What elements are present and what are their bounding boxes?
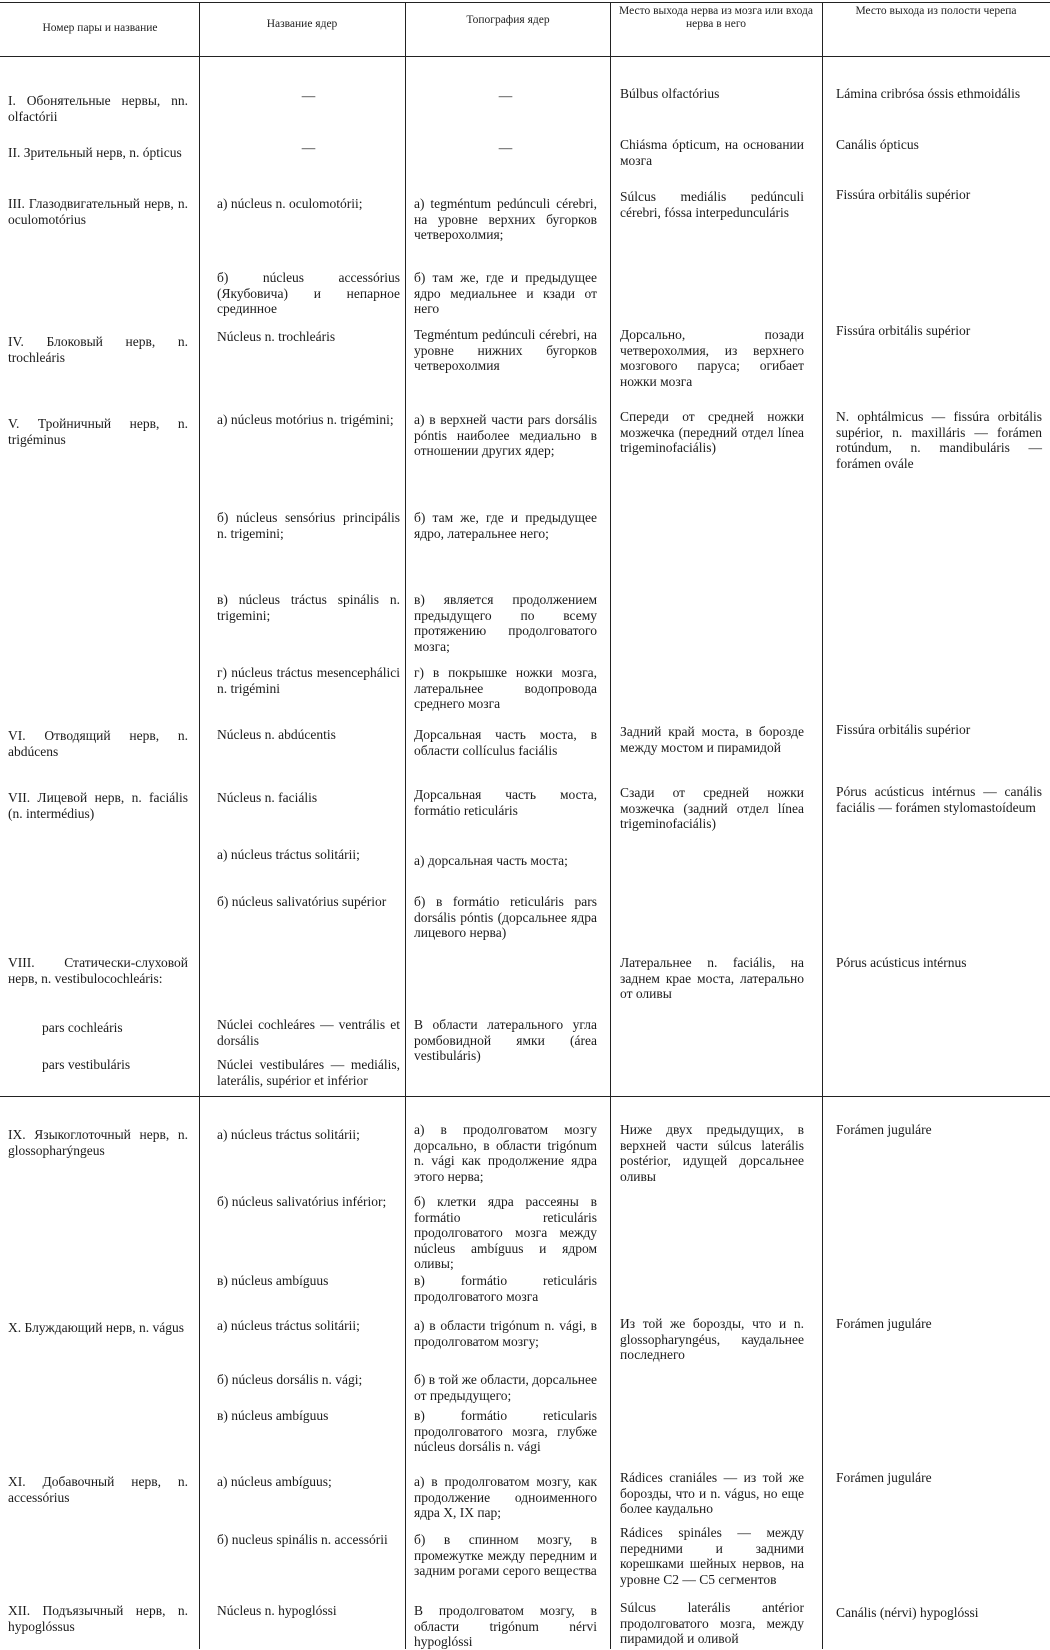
nucleus-topography: — — [498, 140, 513, 155]
nucleus-topography: Tegméntum pedúnculi cérebri, на уровне нижних бугорков четверохолмия — [414, 327, 597, 374]
header-bottom-rule — [0, 56, 1050, 57]
exit-from-skull: Forámen juguláre — [836, 1470, 932, 1485]
nucleus-topography: а) в продолговатом мозгу дорсально, в области trigónum n. vági как продолжение ядра этого нерва; — [414, 1122, 597, 1184]
exit-from-brain: Súlcus laterális antérior продолговатого мозга, между пирамидой и оливой — [620, 1600, 804, 1647]
nucleus-name: в) núcleus ambíguus — [217, 1408, 329, 1423]
nerve-name: XI. Добавочный нерв, n. accessórius — [8, 1474, 188, 1505]
nucleus-topography: а) в продолговатом мозгу, как продолжение одноименного ядра X, IX пар; — [414, 1474, 597, 1521]
nerve-name: I. Обонятельные нервы, nn. olfactórii — [8, 93, 188, 124]
exit-from-skull: Lámina cribrósa óssis ethmoidális — [836, 86, 1021, 101]
nucleus-name: а) núcleus tráctus solitárii; — [217, 847, 360, 862]
exit-from-skull: Canális ópticus — [836, 137, 919, 152]
nucleus-topography: а) дорсальная часть моста; — [414, 853, 568, 868]
exit-from-skull: Fissúra orbitális supérior — [836, 187, 971, 202]
nerve-name: IX. Языкоглоточный нерв, n. glossopharýngeus — [8, 1127, 188, 1158]
nerve-name: XII. Подъязычный нерв, n. hypoglóssus — [8, 1603, 188, 1634]
exit-from-brain: Сзади от средней ножки мозжечка (задний отдел línea trigeminofaciális) — [620, 785, 804, 832]
nerve-name: III. Глазодвигательный нерв, n. oculomotórius — [8, 196, 188, 227]
nucleus-name: Núclei cochleáres — ventrális et dorsális — [217, 1017, 400, 1048]
nucleus-name: Núcleus n. hypoglóssi — [217, 1603, 337, 1618]
nucleus-name: в) núcleus ambíguus — [217, 1273, 329, 1288]
nucleus-name: Núcleus n. trochleáris — [217, 329, 336, 344]
nucleus-name: Núclei vestibuláres — mediális, laterális, supérior et inférior — [217, 1057, 400, 1088]
nerve-name: VIII. Статически-слуховой нерв, n. vestibulocochleáris: — [8, 955, 188, 986]
header-col-topography: Топография ядер — [466, 14, 550, 26]
nucleus-topography: В продолговатом мозгу, в области trigónum nérvi hypoglóssi — [414, 1603, 597, 1650]
nucleus-name: б) núcleus salivatórius supérior — [217, 894, 387, 909]
header-col-exit-brain: Место выхода нерва из мозга или входа нерва в него — [619, 5, 813, 30]
nucleus-topography: в) является продолжением предыдущего по всему протяжению продолговатого мозга; — [414, 592, 597, 654]
nucleus-topography: б) в той же области, дорсальнее от предыдущего; — [414, 1372, 597, 1403]
exit-from-brain: Chiásma ópticum, на основании мозга — [620, 137, 804, 168]
exit-from-skull: N. ophtálmicus — fissúra orbitális supérior, n. maxilláris — forámen rotúndum, n. mandibuláris — forámen ovále — [836, 409, 1042, 471]
nucleus-name: б) núcleus accessórius (Якубовича) и непарное срединное — [217, 270, 400, 317]
column-divider — [405, 2, 406, 1649]
nucleus-topography: б) клетки ядра рассеяны в formátio reticuláris продолговатого мозга между núcleus ambíguus и ядром оливы; — [414, 1194, 597, 1272]
nucleus-topography: Дорсальная часть моста, в области collículus faciális — [414, 727, 597, 758]
exit-from-skull: Pórus acústicus intérnus — canális faciális — forámen stylomastoídeum — [836, 784, 1042, 815]
exit-from-brain: Задний край моста, в борозде между мостом и пирамидой — [620, 724, 804, 755]
exit-from-skull: Pórus acústicus intérnus — [836, 955, 967, 970]
nucleus-name: а) núcleus motórius n. trigémini; — [217, 412, 394, 427]
nucleus-name: а) núcleus ambíguus; — [217, 1474, 332, 1489]
nucleus-name: б) núcleus sensórius principális n. trigemini; — [217, 510, 400, 541]
column-divider — [822, 2, 823, 1649]
header-top-rule — [0, 2, 1050, 3]
nucleus-name: а) núcleus tráctus solitárii; — [217, 1318, 360, 1333]
column-divider — [199, 2, 200, 1649]
nucleus-topography: б) в спинном мозгу, в промежутке между передним и задним рогами серого вещества — [414, 1532, 597, 1579]
nucleus-topography: а) в области trigónum n. vági, в продолговатом мозгу; — [414, 1318, 597, 1349]
nucleus-name: б) núcleus dorsális n. vági; — [217, 1372, 363, 1387]
nerve-part-name: pars cochleáris — [42, 1020, 123, 1035]
column-divider — [610, 2, 611, 1649]
nucleus-topography: Дорсальная часть моста, formátio reticuláris — [414, 787, 597, 818]
nucleus-name: б) nucleus spinális n. accessórii — [217, 1532, 388, 1547]
nucleus-topography: б) там же, где и предыдущее ядро, латеральнее него; — [414, 510, 597, 541]
exit-from-skull: Forámen juguláre — [836, 1316, 932, 1331]
nerve-name: VII. Лицевой нерв, n. faciális (n. intermédius) — [8, 790, 188, 821]
header-col-nuclei: Название ядер — [266, 18, 338, 30]
exit-from-skull: Fissúra orbitális supérior — [836, 722, 971, 737]
nerve-name: V. Тройничный нерв, n. trigéminus — [8, 416, 188, 447]
nucleus-name: а) núcleus tráctus solitárii; — [217, 1127, 360, 1142]
header-col-exit-skull: Место выхода из полости черепа — [855, 5, 1017, 17]
nucleus-name: г) núcleus tráctus mesencephálici n. trigémini — [217, 665, 400, 696]
exit-from-brain: Латеральнее n. faciális, на заднем крае моста, латерально от оливы — [620, 955, 804, 1002]
exit-from-brain: Спереди от средней ножки мозжечка (передний отдел línea trigeminofaciális) — [620, 409, 804, 456]
nucleus-name: б) núcleus salivatórius inférior; — [217, 1194, 387, 1209]
nucleus-topography: в) formátio reticuláris продолговатого мозга — [414, 1273, 597, 1304]
nucleus-topography: б) там же, где и предыдущее ядро медиальнее и кзади от него — [414, 270, 597, 317]
nerve-part-name: pars vestibuláris — [42, 1057, 131, 1072]
exit-from-brain: Дорсально, позади четверохолмия, из верхнего мозгового паруса; огибает ножки мозга — [620, 327, 804, 389]
nucleus-topography: г) в покрышке ножки мозга, латеральнее водопровода среднего мозга — [414, 665, 597, 712]
exit-from-brain: Ниже двух предыдущих, в верхней части súlcus laterális postérior, идущей дорсальнее оливы — [620, 1122, 804, 1184]
nucleus-topography: б) в formátio reticuláris pars dorsális póntis (дорсальнее ядра лицевого нерва) — [414, 894, 597, 941]
nucleus-name: в) núcleus tráctus spinális n. trigemini; — [217, 592, 400, 623]
nucleus-topography: в) formátio reticularis продолговатого мозга, глубже núcleus dorsális n. vági — [414, 1408, 597, 1455]
nerve-name: IV. Блоковый нерв, n. trochleáris — [8, 334, 188, 365]
section-rule — [0, 1096, 1050, 1097]
nucleus-name: Núcleus n. faciális — [217, 790, 318, 805]
nucleus-name: — — [301, 88, 316, 103]
exit-from-skull: Forámen juguláre — [836, 1122, 932, 1137]
exit-from-brain: Из той же борозды, что и n. glossopharyngéus, каудальнее последнего — [620, 1316, 804, 1363]
exit-from-skull: Fissúra orbitális supérior — [836, 323, 971, 338]
exit-from-brain: Rádices craniáles — из той же борозды, что и n. vágus, но еще более каудально — [620, 1470, 804, 1517]
exit-from-skull: Canális (nérvi) hypoglóssi — [836, 1605, 979, 1620]
nucleus-topography: — — [498, 88, 513, 103]
nerve-name: II. Зрительный нерв, n. ópticus — [8, 145, 182, 160]
exit-from-brain: Rádices spináles — между передними и задними корешками шейных нервов, на уровне C2 — C5 сегментов — [620, 1525, 804, 1587]
nucleus-name: — — [301, 140, 316, 155]
nucleus-name: а) núcleus n. oculomotórii; — [217, 196, 363, 211]
header-col-pair: Номер пары и название — [42, 22, 158, 34]
exit-from-brain: Súlcus mediális pedúnculi cérebri, fóssa interpedunculáris — [620, 189, 804, 220]
nerve-name: VI. Отводящий нерв, n. abdúcens — [8, 728, 188, 759]
nucleus-name: Núcleus n. abdúcentis — [217, 727, 336, 742]
nucleus-topography: а) в верхней части pars dorsális póntis наиболее медиально в отношении других ядер; — [414, 412, 597, 459]
exit-from-brain: Búlbus olfactórius — [620, 86, 720, 101]
nucleus-topography: а) tegméntum pedúnculi cérebri, на уровне верхних бугорков четверохолмия; — [414, 196, 597, 243]
nerve-name: X. Блуждающий нерв, n. vágus — [8, 1320, 184, 1335]
nucleus-topography: В области латерального угла ромбовидной ямки (área vestibuláris) — [414, 1017, 597, 1064]
